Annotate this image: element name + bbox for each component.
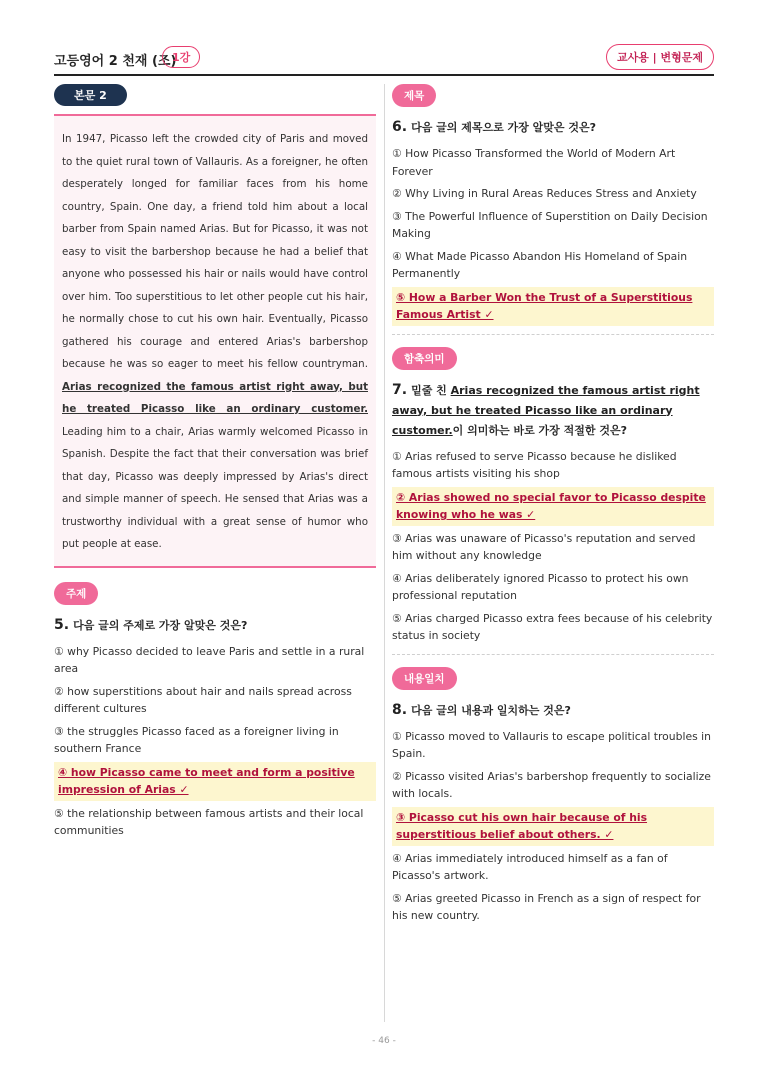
section-separator [392, 654, 714, 655]
q7-option-2-answer[interactable]: ② Arias showed no special favor to Picasso despite knowing who he was ✓ [392, 487, 714, 526]
q5-option-1[interactable]: ① why Picasso decided to leave Paris and settle in a rural area [54, 644, 365, 675]
q8-option-1[interactable]: ① Picasso moved to Vallauris to escape political troubles in Spain. [392, 729, 712, 760]
q7-underlined-text: Arias recognized the famous artist right away, but he treated Picasso like an ordinary customer. [392, 383, 700, 437]
q7-text-suffix: 이 의미하는 바로 가장 적절한 것은? [452, 423, 627, 437]
q7-option-1[interactable]: ① Arias refused to serve Picasso because he disliked famous artists visiting his shop [392, 449, 677, 480]
q6-option-2[interactable]: ② Why Living in Rural Areas Reduces Stress and Anxiety [392, 187, 697, 200]
q5-option-5[interactable]: ⑤ the relationship between famous artists and their local communities [54, 806, 364, 837]
section-separator [392, 334, 714, 335]
q7-option-4[interactable]: ④ Arias deliberately ignored Picasso to protect his own professional reputation [392, 571, 689, 602]
q6-number: 6. [392, 119, 408, 135]
q6-text: 다음 글의 제목으로 가장 알맞은 것은? [411, 121, 596, 134]
q5-text: 다음 글의 주제로 가장 알맞은 것은? [73, 618, 248, 632]
q5-option-3[interactable]: ③ the struggles Picasso faced as a foreigner living in southern France [54, 724, 339, 755]
q7-option-3[interactable]: ③ Arias was unaware of Picasso's reputation and served him without any knowledge [392, 531, 696, 562]
column-divider [384, 84, 385, 1022]
q5-number: 5. [54, 616, 70, 633]
passage-label: 본문 2 [54, 84, 127, 106]
q5-question [54, 615, 376, 636]
q7-question [392, 380, 714, 441]
q5-tag: 주제 [54, 582, 98, 605]
q8-option-3-answer[interactable]: ③ Picasso cut his own hair because of his superstitious belief about others. ✓ [392, 807, 714, 846]
q7-tag: 함축의미 [392, 347, 457, 370]
q6-option-4[interactable]: ④ What Made Picasso Abandon His Homeland of Spain Permanently [392, 249, 688, 280]
q8-number: 8. [392, 701, 408, 718]
left-column [54, 84, 376, 844]
q6-tag: 제목 [392, 84, 436, 107]
q6-question [392, 117, 714, 138]
q5-option-2[interactable]: ② how superstitions about hair and nails spread across different cultures [54, 684, 352, 715]
passage-text-after: Leading him to a chair, Arias warmly welcomed Picasso in Spanish. Despite the fact that their conversation was brief that day, Picasso was deeply impressed by Arias's direct and simple manner of speech. He sensed that Arias was a trustworthy individual with a great sense of humor who put people at ease. [62, 425, 368, 550]
q8-option-2[interactable]: ② Picasso visited Arias's barbershop frequently to socialize with locals. [392, 769, 711, 800]
q7-option-5[interactable]: ⑤ Arias charged Picasso extra fees because of his celebrity status in society [392, 611, 713, 642]
q6-options [392, 144, 714, 326]
q8-text: 다음 글의 내용과 일치하는 것은? [411, 703, 571, 717]
teacher-badge: 교사용 | 변형문제 [606, 44, 714, 70]
page-header [54, 44, 714, 76]
q5-options [54, 642, 376, 841]
q6-option-1[interactable]: ① How Picasso Transformed the World of Modern Art Forever [392, 147, 676, 178]
q8-tag: 내용일치 [392, 667, 457, 690]
passage-underlined-sentence: Arias recognized the famous artist right away, but he treated Picasso like an ordinary customer. [62, 380, 368, 415]
lesson-badge: 1강 [162, 46, 200, 68]
q8-question [392, 700, 714, 721]
q8-options [392, 727, 714, 926]
q7-number: 7. [392, 381, 408, 398]
q8-option-4[interactable]: ④ Arias immediately introduced himself as a fan of Picasso's artwork. [392, 851, 668, 882]
book-title: 고등영어 2 천재 (조) [54, 54, 177, 69]
right-column [392, 84, 714, 929]
q6-option-5-answer[interactable]: ⑤ How a Barber Won the Trust of a Superstitious Famous Artist ✓ [392, 287, 714, 326]
passage-text-before: In 1947, Picasso left the crowded city of Paris and moved to the quiet rural town of Vallauris. As a foreigner, he often desperately longed for familiar faces from his home country, Spain. One day, a friend told him about a local barber from Spain named Arias. But for Picasso, it was not easy to visit the barbershop because he had a belief that anyone who possessed his hair or nails would have control over him. Too superstitious to let other people cut his hair, he normally chose to cut his own hair. Eventually, Picasso gathered his courage and entered Arias's barbershop because he was so eager to meet his fellow countryman. [62, 133, 368, 370]
page-number: - 46 - [372, 1036, 396, 1046]
q7-options [392, 447, 714, 646]
q6-option-3[interactable]: ③ The Powerful Influence of Superstition on Daily Decision Making [392, 209, 708, 240]
q5-option-4-answer[interactable]: ④ how Picasso came to meet and form a positive impression of Arias ✓ [54, 762, 376, 801]
passage-box [54, 114, 376, 568]
q7-text-prefix: 밑줄 친 [411, 383, 451, 397]
q8-option-5[interactable]: ⑤ Arias greeted Picasso in French as a sign of respect for his new country. [392, 891, 701, 922]
